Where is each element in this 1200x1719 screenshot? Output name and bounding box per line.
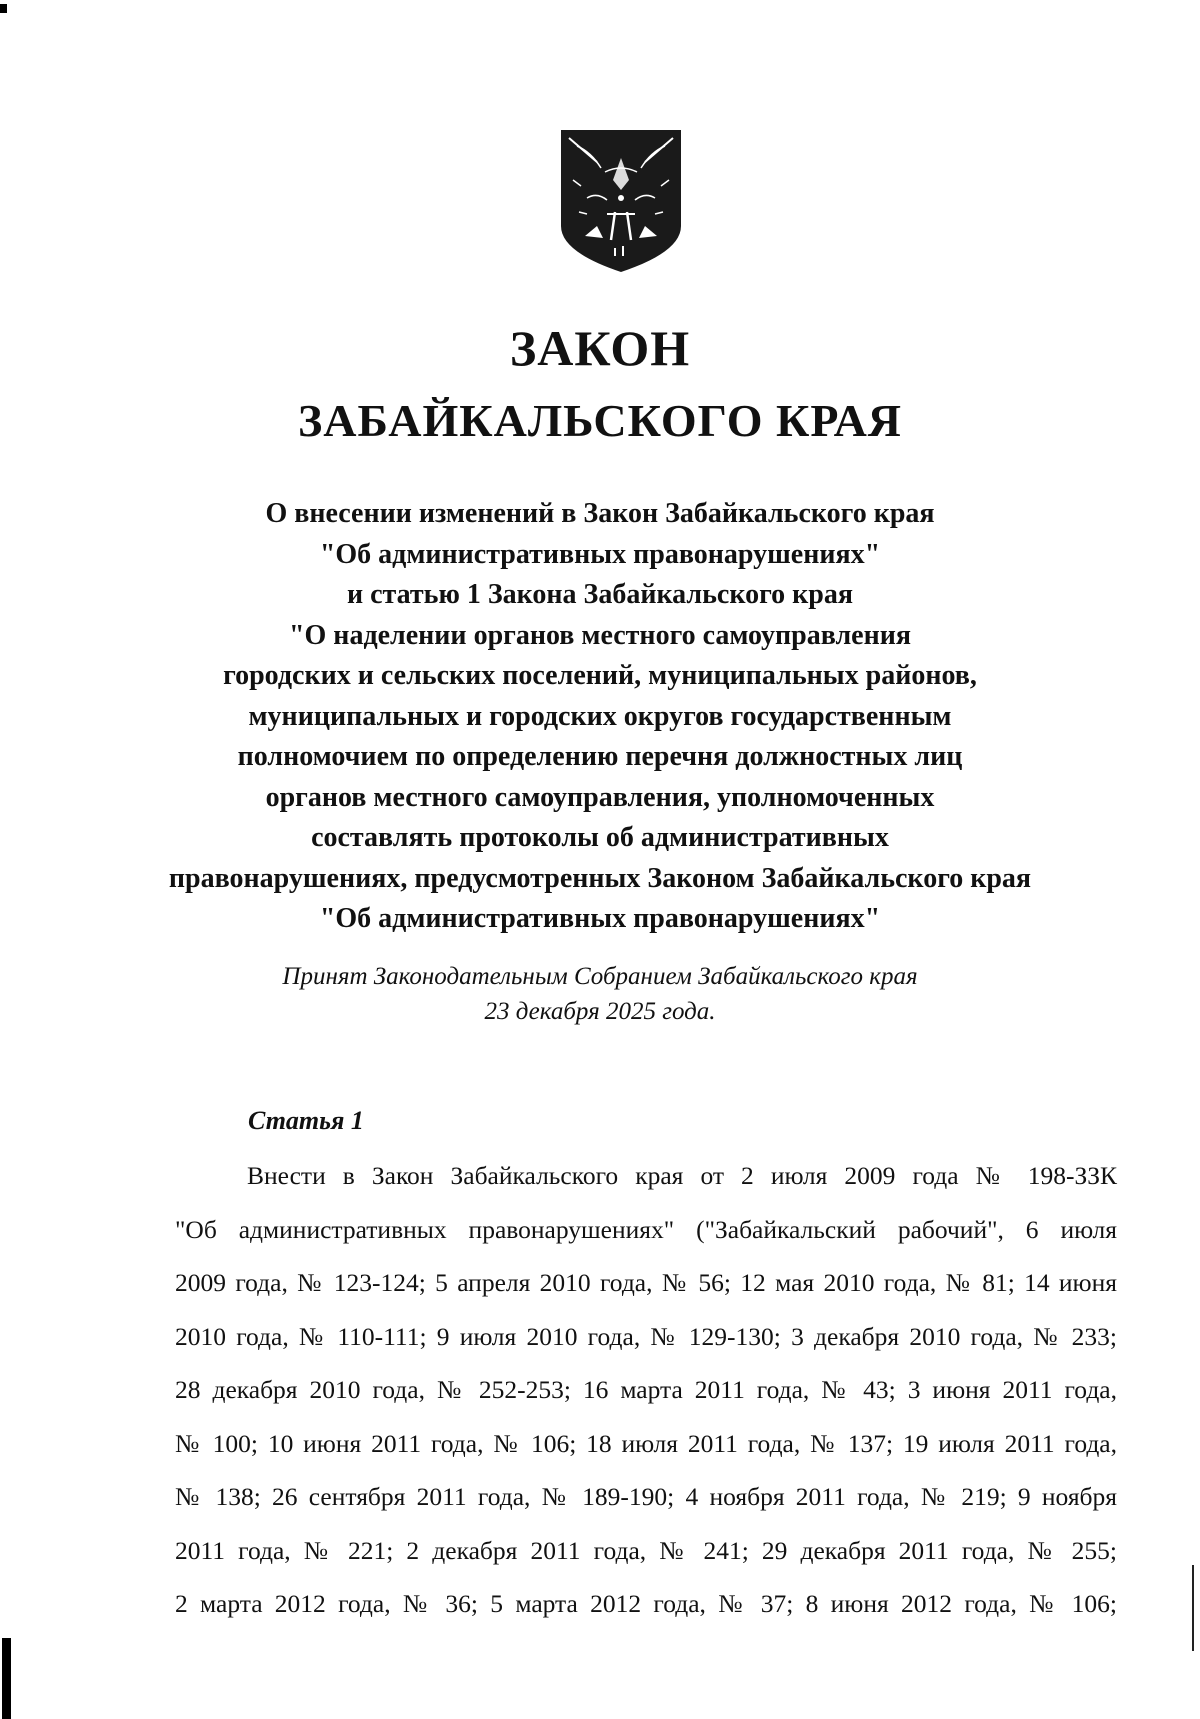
law-title: ЗАКОН [509, 320, 691, 376]
article-line: Внести в Закон Забайкальского края от 2 июля 2009 года № 198-ЗЗК [247, 1161, 1117, 1190]
article-line: 2011 года, № 221; 2 декабря 2011 года, № 241; 29 декабря 2011 года, № 255; [175, 1535, 1117, 1565]
subject-line: "Об административных правонарушениях" [319, 538, 881, 570]
article-line: № 100; 10 июня 2011 года, № 106; 18 июля 2011 года, № 137; 19 июля 2011 года, [175, 1428, 1117, 1458]
subject-line: составлять протоколы об административных [311, 822, 889, 853]
article-line: 28 декабря 2010 года, № 252-253; 16 марта 2011 года, № 43; 3 июня 2011 года, [175, 1375, 1117, 1404]
scan-mark-bottom-left [2, 1638, 11, 1719]
subject-line: полномочием по определению перечня должностных лиц [237, 741, 963, 772]
adoption-line: Принят Законодательным Собранием Забайкальского края [282, 963, 918, 990]
article-line: "Об административных правонарушениях" ("Забайкальский рабочий", 6 июля [175, 1214, 1117, 1244]
subject-line: О внесении изменений в Закон Забайкальского края [265, 498, 935, 529]
article-line: № 138; 26 сентября 2011 года, № 189-190; 4 ноября 2011 года, № 219; 9 ноября [175, 1482, 1117, 1511]
subject-line: городских и сельских поселений, муниципальных районов, [223, 660, 977, 691]
article-body [175, 1149, 1117, 1631]
scan-mark-top-left [0, 4, 7, 13]
article-heading: Статья 1 [248, 1106, 364, 1135]
subject-line: правонарушениях, предусмотренных Законом Забайкальского края [168, 862, 1032, 894]
subject-line: "Об административных правонарушениях" [319, 903, 881, 934]
subject-line: органов местного самоуправления, уполномоченных [265, 781, 935, 813]
article-line: 2009 года, № 123-124; 5 апреля 2010 года, № 56; 12 мая 2010 года, № 81; 14 июня [175, 1268, 1117, 1297]
adoption-date: 23 декабря 2025 года. [484, 998, 716, 1025]
adoption-note [200, 959, 1000, 1029]
subject-line: и статью 1 Закона Забайкальского края [346, 579, 853, 610]
article-line: 2 марта 2012 года, № 36; 5 марта 2012 года, № 37; 8 июня 2012 года, № 106; [175, 1589, 1117, 1618]
coat-of-arms-icon [557, 128, 685, 274]
law-region-title: ЗАБАЙКАЛЬСКОГО КРАЯ [297, 395, 903, 446]
subject-line: муниципальных и городских округов государственным [248, 700, 952, 732]
subject-line: "О наделении органов местного самоуправления [288, 619, 911, 651]
scan-mark-bottom-right [1192, 1565, 1194, 1651]
law-subject [140, 494, 1060, 940]
article-line: 2010 года, № 110-111; 9 июля 2010 года, № 129-130; 3 декабря 2010 года, № 233; [175, 1321, 1117, 1351]
